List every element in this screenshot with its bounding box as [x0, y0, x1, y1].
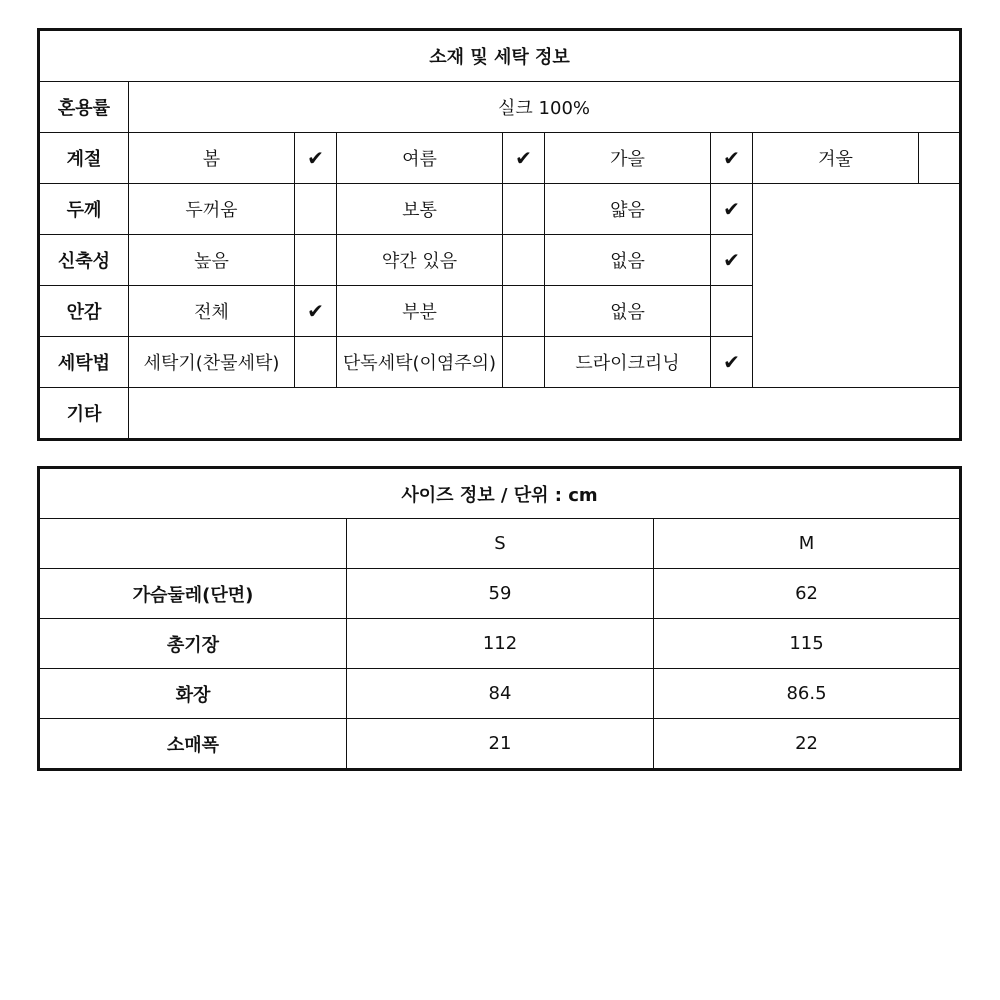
size-value: 62 [654, 569, 961, 619]
checkmark-icon [503, 235, 545, 286]
option-row [39, 184, 961, 235]
checkmark-icon: ✔ [295, 133, 337, 184]
material-title: 소재 및 세탁 정보 [39, 30, 961, 82]
size-row-label: 가슴둘레(단면) [39, 569, 347, 619]
material-title-row [39, 30, 961, 82]
checkmark-icon: ✔ [503, 133, 545, 184]
option-row-label: 신축성 [39, 235, 129, 286]
option-text: 여름 [337, 133, 503, 184]
etc-label: 기타 [39, 388, 129, 440]
size-row [39, 569, 961, 619]
size-value: 22 [654, 719, 961, 770]
option-text: 높음 [129, 235, 295, 286]
option-text: 약간 있음 [337, 235, 503, 286]
option-row-label: 두께 [39, 184, 129, 235]
size-row-label: 소매폭 [39, 719, 347, 770]
option-row-label: 안감 [39, 286, 129, 337]
size-row [39, 719, 961, 770]
empty-cell [753, 184, 961, 388]
etc-row [39, 388, 961, 440]
size-row [39, 669, 961, 719]
checkmark-icon: ✔ [711, 235, 753, 286]
size-title-row [39, 468, 961, 519]
size-row [39, 619, 961, 669]
checkmark-icon: ✔ [711, 184, 753, 235]
option-text: 봄 [129, 133, 295, 184]
size-row-label: 화장 [39, 669, 347, 719]
size-rows [39, 569, 961, 770]
option-text: 단독세탁(이염주의) [337, 337, 503, 388]
material-care-table [37, 28, 962, 441]
size-value: 84 [347, 669, 654, 719]
option-rows [39, 133, 961, 388]
option-text: 없음 [545, 235, 711, 286]
checkmark-icon [503, 286, 545, 337]
checkmark-icon [295, 184, 337, 235]
size-column-m: M [654, 519, 961, 569]
option-row-label: 계절 [39, 133, 129, 184]
option-text: 보통 [337, 184, 503, 235]
size-row-label: 총기장 [39, 619, 347, 669]
size-value: 112 [347, 619, 654, 669]
option-text: 부분 [337, 286, 503, 337]
size-value: 21 [347, 719, 654, 770]
etc-value [129, 388, 961, 440]
blend-value: 실크 100% [129, 82, 961, 133]
option-row-label: 세탁법 [39, 337, 129, 388]
checkmark-icon [295, 235, 337, 286]
size-info-table [37, 466, 962, 771]
size-title: 사이즈 정보 / 단위 : cm [39, 468, 961, 519]
size-header-blank [39, 519, 347, 569]
checkmark-icon: ✔ [295, 286, 337, 337]
checkmark-icon [503, 337, 545, 388]
blend-row [39, 82, 961, 133]
checkmark-icon [503, 184, 545, 235]
checkmark-icon [711, 286, 753, 337]
option-text: 가을 [545, 133, 711, 184]
option-row [39, 133, 961, 184]
checkmark-icon: ✔ [711, 337, 753, 388]
checkmark-icon: ✔ [711, 133, 753, 184]
option-text: 드라이크리닝 [545, 337, 711, 388]
option-text: 전체 [129, 286, 295, 337]
blend-label: 혼용률 [39, 82, 129, 133]
option-text: 겨울 [753, 133, 919, 184]
option-text: 없음 [545, 286, 711, 337]
size-header-row [39, 519, 961, 569]
size-value: 59 [347, 569, 654, 619]
option-text: 세탁기(찬물세탁) [129, 337, 295, 388]
size-column-s: S [347, 519, 654, 569]
option-text: 얇음 [545, 184, 711, 235]
size-value: 86.5 [654, 669, 961, 719]
checkmark-icon [919, 133, 961, 184]
option-text: 두꺼움 [129, 184, 295, 235]
checkmark-icon [295, 337, 337, 388]
size-value: 115 [654, 619, 961, 669]
